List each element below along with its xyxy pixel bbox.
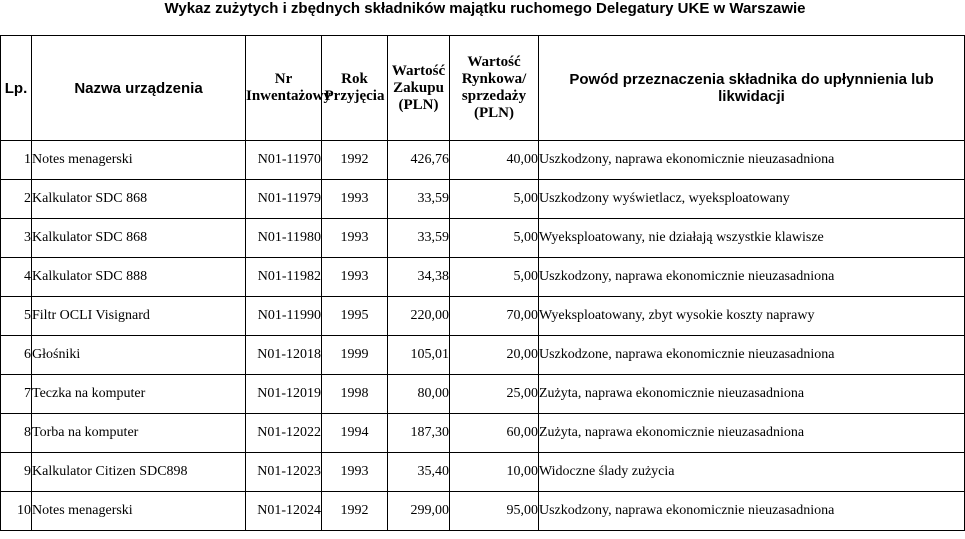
cell-market-value: 40,00 bbox=[450, 141, 539, 180]
table-row bbox=[1, 219, 965, 258]
header-year-line1: Rok bbox=[341, 71, 368, 87]
cell-lp: 9 bbox=[1, 453, 32, 492]
cell-name: Teczka na komputer bbox=[32, 375, 246, 414]
cell-name: Notes menagerski bbox=[32, 141, 246, 180]
cell-reason: Widoczne ślady zużycia bbox=[539, 453, 965, 492]
table-row bbox=[1, 336, 965, 375]
cell-name: Kalkulator Citizen SDC898 bbox=[32, 453, 246, 492]
cell-reason: Uszkodzony, naprawa ekonomicznie nieuzasadniona bbox=[539, 492, 965, 531]
cell-name: Kalkulator SDC 868 bbox=[32, 180, 246, 219]
cell-year: 1992 bbox=[322, 492, 388, 531]
cell-purchase-value: 426,76 bbox=[388, 141, 450, 180]
assets-table bbox=[0, 35, 965, 531]
cell-name: Filtr OCLI Visignard bbox=[32, 297, 246, 336]
cell-purchase-value: 299,00 bbox=[388, 492, 450, 531]
table-row bbox=[1, 180, 965, 219]
cell-name: Głośniki bbox=[32, 336, 246, 375]
cell-purchase-value: 105,01 bbox=[388, 336, 450, 375]
cell-inventory-number: N01-12024 bbox=[246, 492, 322, 531]
cell-reason: Uszkodzone, naprawa ekonomicznie nieuzasadniona bbox=[539, 336, 965, 375]
cell-lp: 1 bbox=[1, 141, 32, 180]
cell-market-value: 95,00 bbox=[450, 492, 539, 531]
header-market-line3: sprzedaży bbox=[461, 88, 527, 104]
cell-year: 1995 bbox=[322, 297, 388, 336]
cell-reason: Wyeksploatowany, zbyt wysokie koszty naprawy bbox=[539, 297, 965, 336]
cell-name: Kalkulator SDC 888 bbox=[32, 258, 246, 297]
cell-year: 1998 bbox=[322, 375, 388, 414]
cell-inventory-number: N01-11990 bbox=[246, 297, 322, 336]
header-purchase-line1: Wartość bbox=[391, 62, 446, 79]
cell-reason: Uszkodzony, naprawa ekonomicznie nieuzasadniona bbox=[539, 141, 965, 180]
header-reason: Powód przeznaczenia składnika do upłynnienia lub likwidacji bbox=[539, 36, 965, 141]
table-body bbox=[1, 141, 965, 531]
header-year-line2: Przyjęcia bbox=[324, 88, 385, 104]
header-market-value bbox=[450, 36, 539, 141]
cell-lp: 10 bbox=[1, 492, 32, 531]
table-row bbox=[1, 492, 965, 531]
cell-year: 1993 bbox=[322, 180, 388, 219]
cell-reason: Uszkodzony, naprawa ekonomicznie nieuzasadniona bbox=[539, 258, 965, 297]
cell-lp: 5 bbox=[1, 297, 32, 336]
cell-inventory-number: N01-12018 bbox=[246, 336, 322, 375]
header-purchase-line2: Zakupu bbox=[393, 79, 444, 96]
cell-purchase-value: 220,00 bbox=[388, 297, 450, 336]
header-market-line2: Rynkowa/ bbox=[461, 71, 527, 87]
table-row bbox=[1, 414, 965, 453]
table-row bbox=[1, 141, 965, 180]
cell-lp: 3 bbox=[1, 219, 32, 258]
cell-reason: Zużyta, naprawa ekonomicznie nieuzasadniona bbox=[539, 375, 965, 414]
cell-market-value: 25,00 bbox=[450, 375, 539, 414]
cell-reason: Zużyta, naprawa ekonomicznie nieuzasadniona bbox=[539, 414, 965, 453]
cell-lp: 6 bbox=[1, 336, 32, 375]
cell-reason: Wyeksploatowany, nie działają wszystkie klawisze bbox=[539, 219, 965, 258]
cell-year: 1994 bbox=[322, 414, 388, 453]
cell-market-value: 5,00 bbox=[450, 180, 539, 219]
header-row bbox=[1, 36, 965, 141]
table-row bbox=[1, 453, 965, 492]
header-lp: Lp. bbox=[1, 36, 32, 141]
cell-inventory-number: N01-11979 bbox=[246, 180, 322, 219]
cell-lp: 2 bbox=[1, 180, 32, 219]
cell-market-value: 5,00 bbox=[450, 219, 539, 258]
cell-inventory-number: N01-11980 bbox=[246, 219, 322, 258]
table-row bbox=[1, 375, 965, 414]
cell-market-value: 60,00 bbox=[450, 414, 539, 453]
cell-reason: Uszkodzony wyświetlacz, wyeksploatowany bbox=[539, 180, 965, 219]
cell-lp: 4 bbox=[1, 258, 32, 297]
cell-market-value: 70,00 bbox=[450, 297, 539, 336]
cell-inventory-number: N01-11982 bbox=[246, 258, 322, 297]
cell-purchase-value: 33,59 bbox=[388, 219, 450, 258]
cell-year: 1993 bbox=[322, 219, 388, 258]
cell-inventory-number: N01-12019 bbox=[246, 375, 322, 414]
header-market-line4: (PLN) bbox=[474, 105, 514, 121]
header-year bbox=[322, 36, 388, 141]
page-title: Wykaz zużytych i zbędnych składników majątku ruchomego Delegatury UKE w Warszawie bbox=[164, 0, 806, 17]
cell-year: 1993 bbox=[322, 258, 388, 297]
cell-year: 1999 bbox=[322, 336, 388, 375]
header-inventory-line1: Nr bbox=[274, 71, 293, 87]
cell-purchase-value: 34,38 bbox=[388, 258, 450, 297]
cell-purchase-value: 187,30 bbox=[388, 414, 450, 453]
cell-lp: 7 bbox=[1, 375, 32, 414]
cell-name: Torba na komputer bbox=[32, 414, 246, 453]
table-row bbox=[1, 258, 965, 297]
cell-name: Kalkulator SDC 868 bbox=[32, 219, 246, 258]
cell-inventory-number: N01-11970 bbox=[246, 141, 322, 180]
cell-market-value: 5,00 bbox=[450, 258, 539, 297]
cell-inventory-number: N01-12022 bbox=[246, 414, 322, 453]
cell-year: 1993 bbox=[322, 453, 388, 492]
header-inventory-number bbox=[246, 36, 331, 141]
header-market-line1: Wartość bbox=[467, 54, 521, 70]
header-purchase-value bbox=[388, 36, 450, 141]
cell-inventory-number: N01-12023 bbox=[246, 453, 322, 492]
cell-lp: 8 bbox=[1, 414, 32, 453]
header-inventory-line2: Inwentażowy bbox=[246, 88, 331, 104]
header-purchase-line3: (PLN) bbox=[398, 96, 439, 113]
cell-purchase-value: 35,40 bbox=[388, 453, 450, 492]
table-row bbox=[1, 297, 965, 336]
cell-market-value: 10,00 bbox=[450, 453, 539, 492]
header-name: Nazwa urządzenia bbox=[32, 36, 246, 141]
cell-market-value: 20,00 bbox=[450, 336, 539, 375]
cell-purchase-value: 80,00 bbox=[388, 375, 450, 414]
cell-year: 1992 bbox=[322, 141, 388, 180]
cell-purchase-value: 33,59 bbox=[388, 180, 450, 219]
cell-name: Notes menagerski bbox=[32, 492, 246, 531]
